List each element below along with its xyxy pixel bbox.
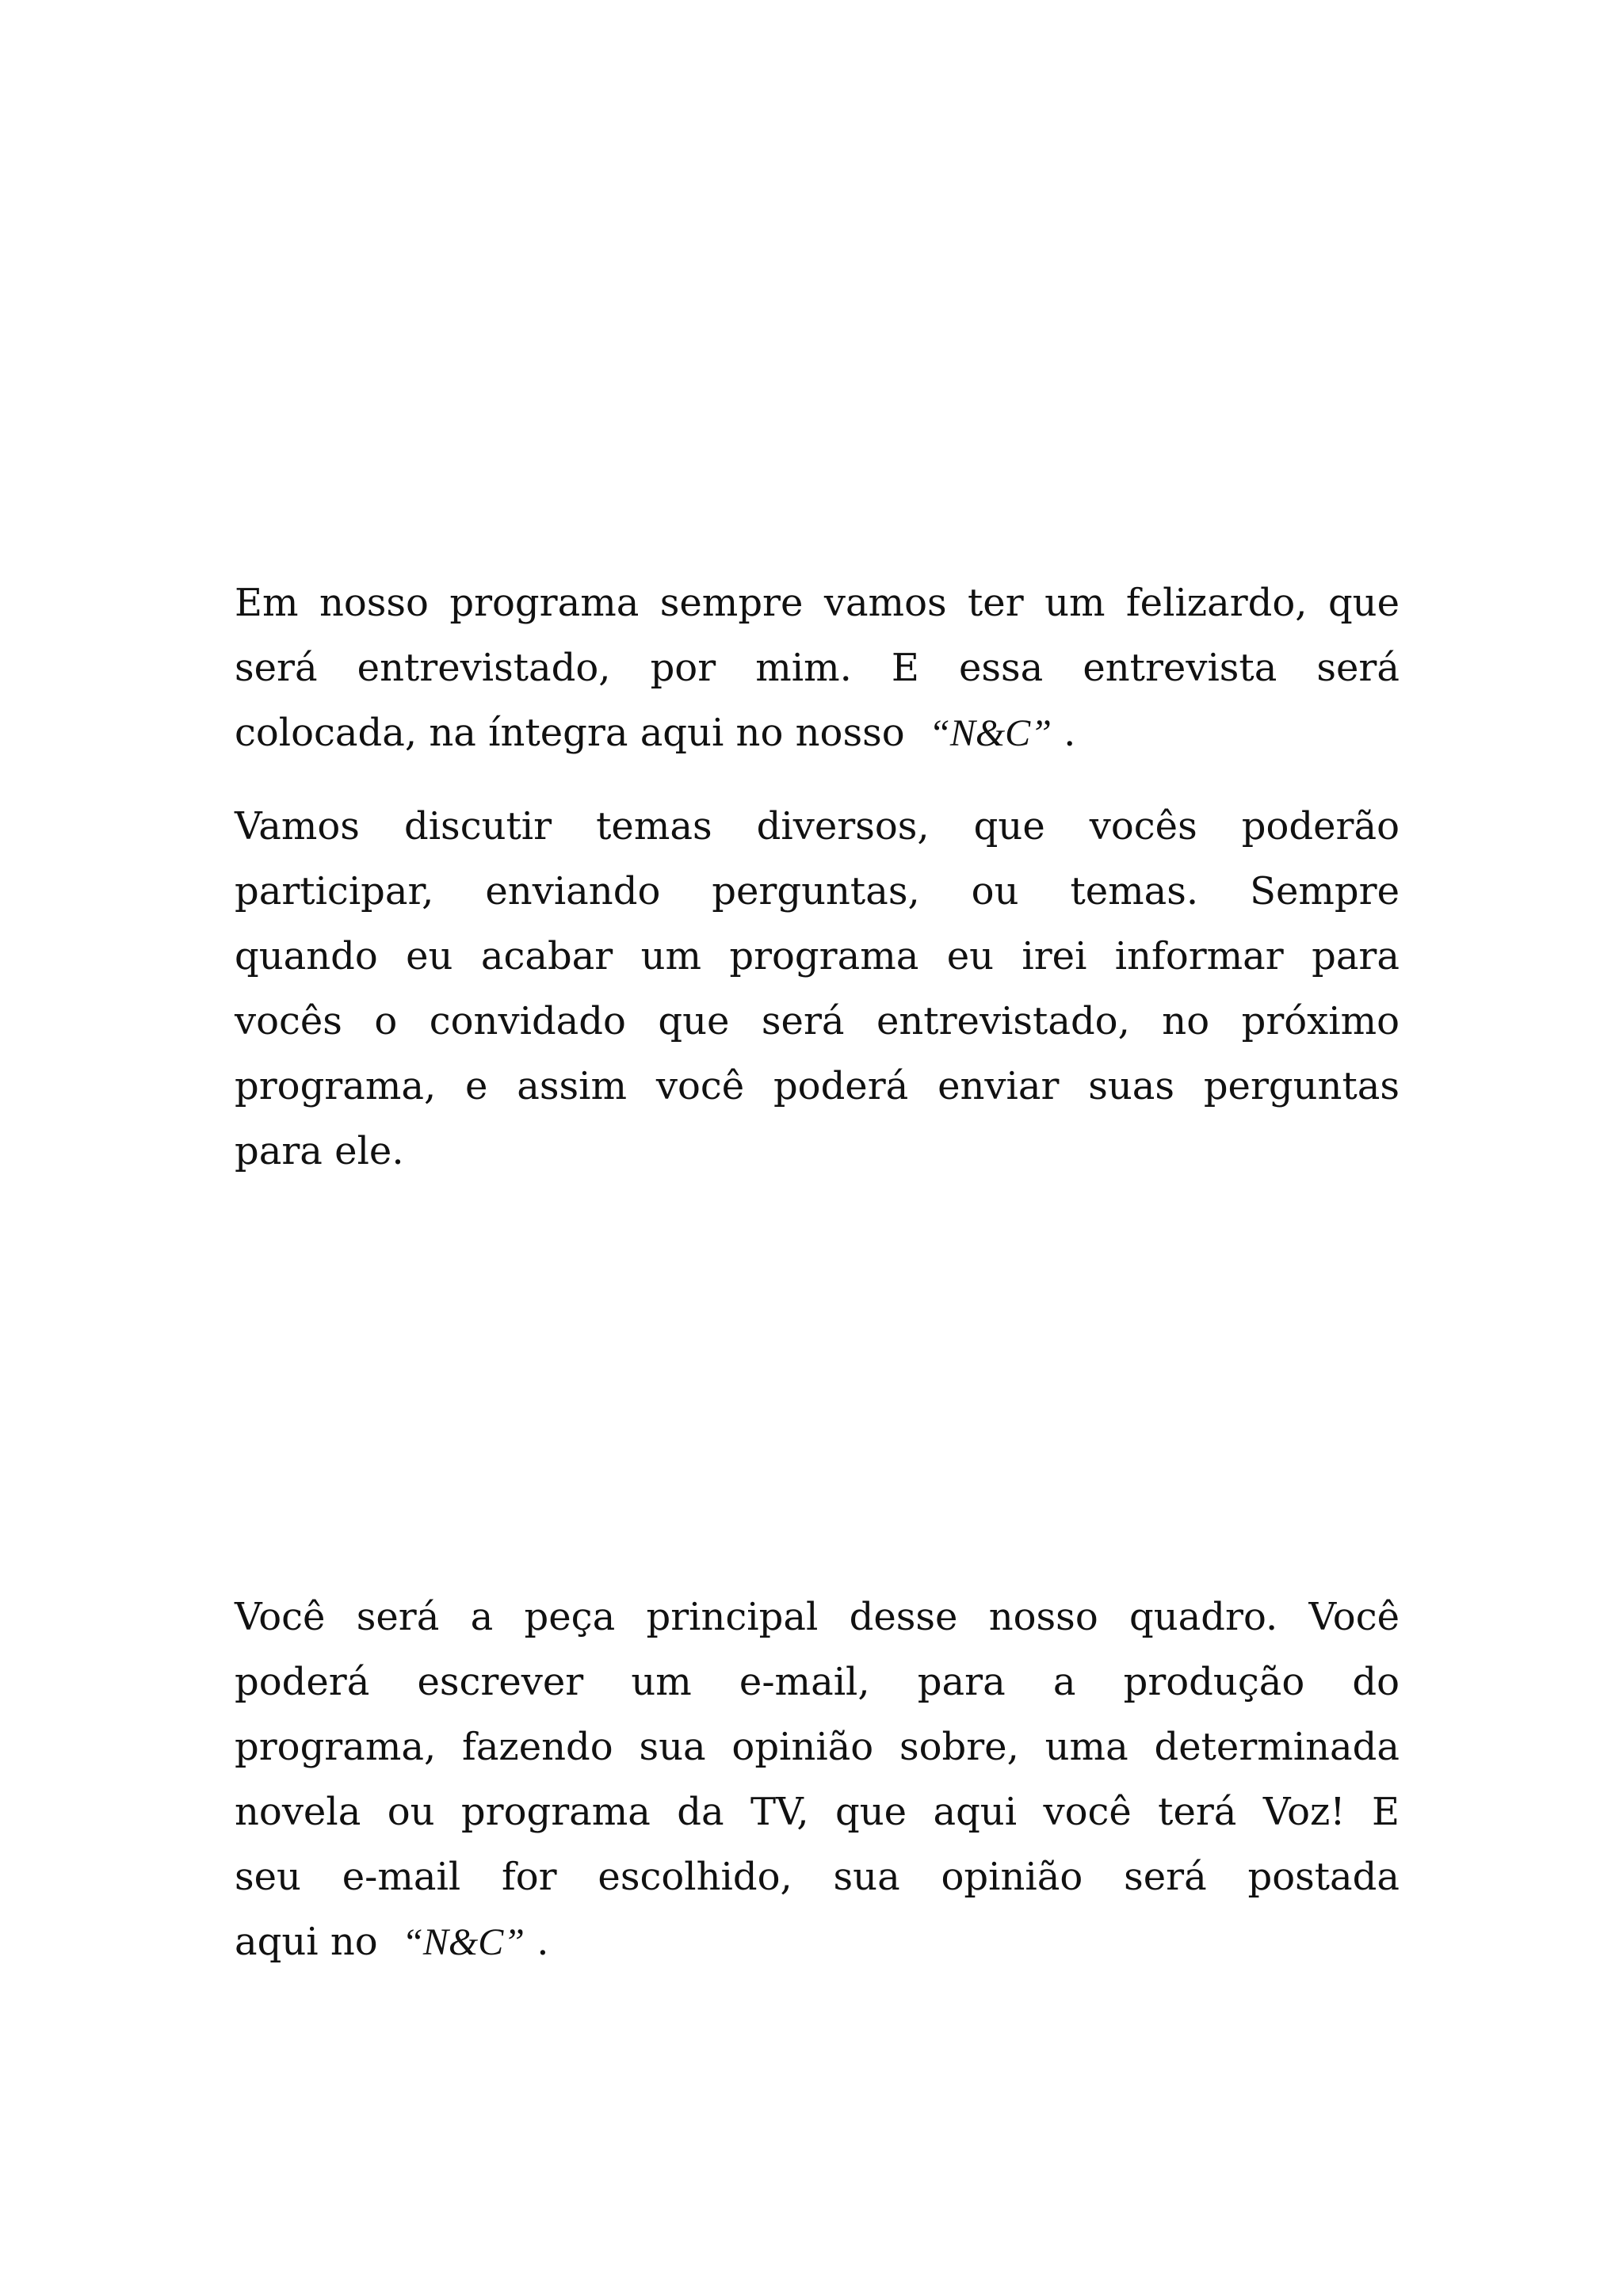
text-segment: . [537, 1920, 549, 1964]
paragraph-interview [235, 570, 1400, 765]
text-line: Em nosso programa sempre vamos ter um felizardo, que [235, 581, 1400, 625]
text-line: para ele. [235, 1129, 404, 1173]
text-segment: aqui no [235, 1920, 378, 1964]
section-intro [235, 570, 1400, 1184]
paragraph-opinion [235, 1585, 1400, 1974]
text-line [235, 700, 1400, 765]
paragraph-topics [235, 794, 1400, 1184]
text-segment: . [1064, 711, 1076, 755]
brand-name: “N&C” [402, 1921, 525, 1963]
brand-name: “N&C” [929, 712, 1052, 754]
text-line: poderá escrever um e-mail, para a produção do [235, 1660, 1400, 1704]
text-line: será entrevistado, por mim. E essa entrevista será [235, 646, 1400, 690]
text-line: novela ou programa da TV, que aqui você terá Voz! E [235, 1790, 1400, 1834]
text-line: quando eu acabar um programa eu irei informar para [235, 934, 1400, 978]
text-line: participar, enviando perguntas, ou temas. Sempre [235, 869, 1400, 913]
text-line: programa, e assim você poderá enviar suas perguntas [235, 1064, 1400, 1108]
text-line: Vamos discutir temas diversos, que vocês poderão [235, 804, 1400, 849]
text-line: Você será a peça principal desse nosso quadro. Você [235, 1595, 1400, 1639]
text-line: seu e-mail for escolhido, sua opinião será postada [235, 1855, 1400, 1899]
text-segment: colocada, na íntegra aqui no nosso [235, 711, 905, 755]
section-opinion [235, 1585, 1400, 1974]
text-line: vocês o convidado que será entrevistado, no próximo [235, 999, 1400, 1043]
text-line: programa, fazendo sua opinião sobre, uma determinada [235, 1725, 1400, 1769]
text-line [235, 1909, 1400, 1974]
